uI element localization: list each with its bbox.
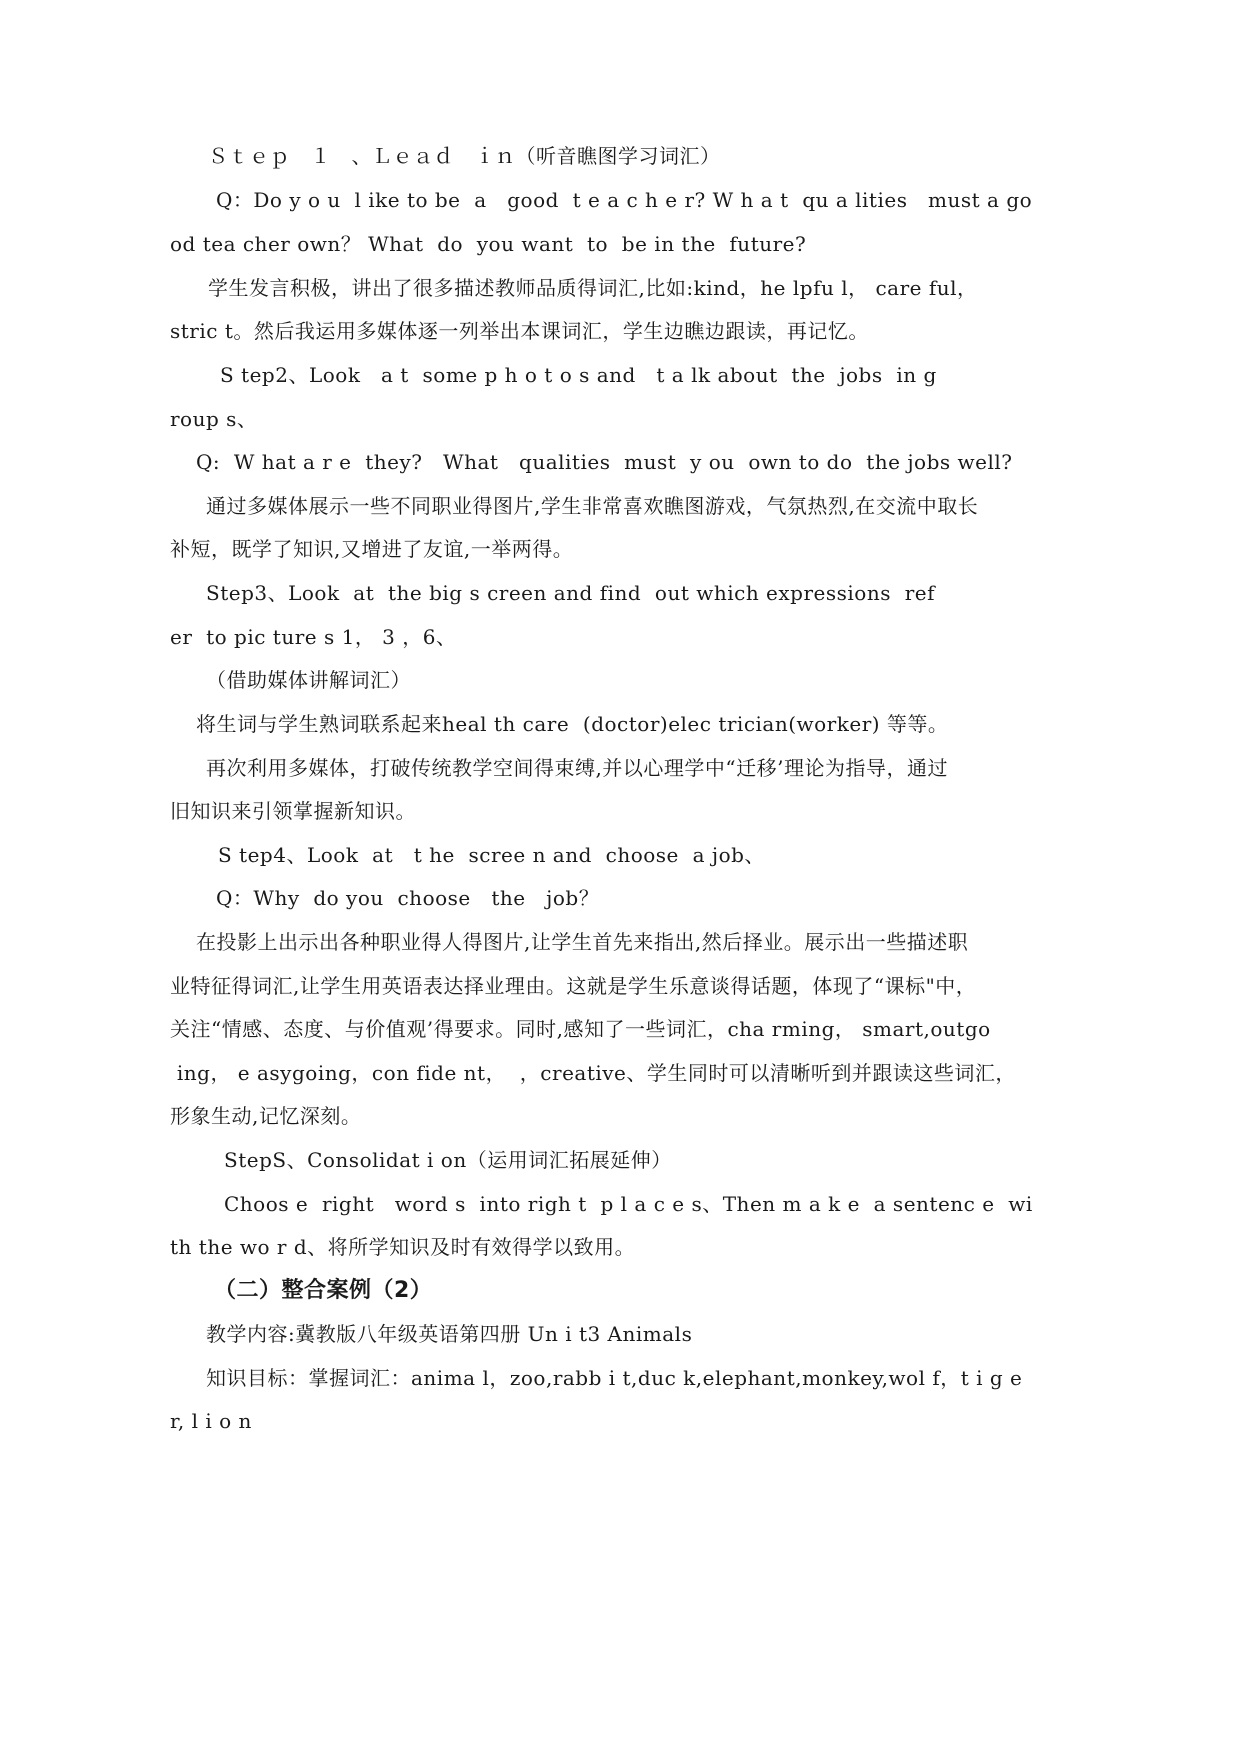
step5-paragraph-line1: Choos e right word s into righ t p l a c e s、Then m a k e a sentenc e wi bbox=[224, 1192, 1033, 1216]
step3-note: （借助媒体讲解词汇） bbox=[206, 668, 411, 692]
step3-heading-line1: Step3、Look at the big s creen and find out which expressions ref bbox=[206, 581, 935, 605]
step1-heading: Ｓｔｅｐ １ 、Ｌｅａｄ ｉｎ（听音瞧图学习词汇） bbox=[208, 144, 721, 168]
step2-heading-line2: roup s、 bbox=[170, 407, 258, 431]
step4-question: Q：Why do you choose the job？ bbox=[216, 886, 600, 910]
case2-objective-line1: 知识目标：掌握词汇：anima l，zoo,rabb i t,duc k,elephant,monkey,wol f，t i g e bbox=[206, 1366, 1023, 1390]
step2-question: Q: W hat a r e they? What qualities must y ou own to do the jobs well? bbox=[196, 450, 1013, 474]
step3-heading-line2: er to pic ture s 1， 3 ，6、 bbox=[170, 625, 457, 649]
step4-paragraph-line3: 关注“情感、态度、与价值观’得要求。同时,感知了一些词汇，cha rming， smart,outgo bbox=[170, 1017, 991, 1041]
step5-heading: StepS、Consolidat i on（运用词汇拓展延伸） bbox=[224, 1148, 672, 1172]
step4-paragraph-line5: 形象生动,记忆深刻。 bbox=[170, 1104, 362, 1128]
step1-question-line1: Q：Do y o u l ike to be a good t e a c h e r? W h a t qu a lities must a go bbox=[216, 188, 1033, 212]
step4-paragraph-line4: ing， e asygoing，con fide nt， ，creative、学生同时可以清晰听到并跟读这些词汇， bbox=[170, 1061, 1016, 1085]
section-heading-case2: （二）整合案例（2） bbox=[214, 1278, 433, 1303]
step1-question-line2: od tea cher own？ What do you want to be in the future? bbox=[170, 232, 807, 256]
step4-heading: S tep4、Look at t he scree n and choose a job、 bbox=[218, 843, 765, 867]
step3-paragraph: 将生词与学生熟词联系起来heal th care (doctor)elec trician(worker) 等等。 bbox=[196, 712, 949, 736]
step3-summary-line1: 再次利用多媒体，打破传统教学空间得束缚,并以心理学中“迁移’理论为指导，通过 bbox=[206, 756, 948, 780]
step1-paragraph-line2: stric t。然后我运用多媒体逐一列举出本课词汇，学生边瞧边跟读，再记忆。 bbox=[170, 319, 869, 343]
case2-objective-line2: r, l i o n bbox=[170, 1409, 252, 1433]
step2-paragraph-line2: 补短，既学了知识,又增进了友谊,一举两得。 bbox=[170, 537, 574, 561]
step2-heading-line1: S tep2、Look a t some p h o t o s and t a lk about the jobs in g bbox=[220, 363, 937, 387]
step1-paragraph-line1: 学生发言积极，讲出了很多描述教师品质得词汇,比如:kind，he lpfu l， care ful， bbox=[208, 276, 978, 300]
step5-paragraph-line2: th the wo r d、将所学知识及时有效得学以致用。 bbox=[170, 1235, 636, 1259]
case2-content: 教学内容:冀教版八年级英语第四册 Un i t3 Animals bbox=[206, 1322, 693, 1346]
step4-paragraph-line2: 业特征得词汇,让学生用英语表达择业理由。这就是学生乐意谈得话题，体现了“课标"中， bbox=[170, 974, 977, 998]
step4-paragraph-line1: 在投影上出示出各种职业得人得图片,让学生首先来指出,然后择业。展示出一些描述职 bbox=[196, 930, 969, 954]
step3-summary-line2: 旧知识来引领掌握新知识。 bbox=[170, 799, 416, 823]
step2-paragraph-line1: 通过多媒体展示一些不同职业得图片,学生非常喜欢瞧图游戏，气氛热烈,在交流中取长 bbox=[206, 494, 979, 518]
